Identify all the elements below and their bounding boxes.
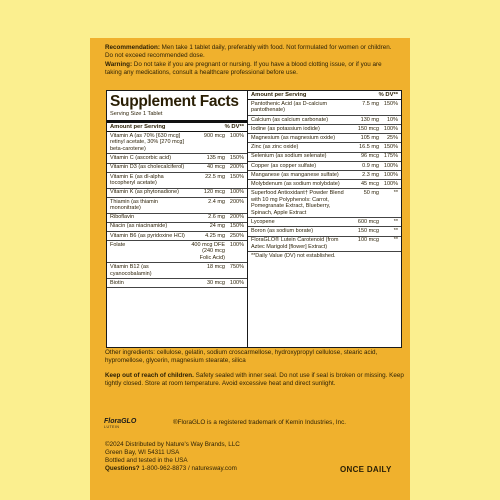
once-daily-label: ONCE DAILY xyxy=(340,465,392,474)
nutrient-dv: 250% xyxy=(229,232,244,239)
distributor-line2: Green Bay, WI 54311 USA xyxy=(105,449,180,456)
warning-label: Warning: xyxy=(105,60,133,68)
nutrient-amount: 22.5 mg xyxy=(205,173,225,180)
dv-footnote: **Daily Value (DV) not established. xyxy=(251,253,336,260)
distributor-block xyxy=(105,441,305,473)
nutrient-dv: 175% xyxy=(383,153,398,160)
recommendation-block xyxy=(105,44,400,77)
facts-row xyxy=(107,132,247,154)
nutrient-name: Lycopene xyxy=(251,219,275,226)
nutrient-dv: 100% xyxy=(383,171,398,178)
facts-row xyxy=(248,125,401,134)
nutrient-name: Manganese (as manganese sulfate) xyxy=(251,171,339,178)
facts-row xyxy=(107,154,247,163)
nutrient-dv: 200% xyxy=(229,198,244,205)
facts-row xyxy=(107,279,247,288)
facts-row xyxy=(248,134,401,143)
nutrient-amount: 2.3 mg xyxy=(362,171,379,178)
dv-header-right: % DV** xyxy=(378,92,398,98)
nutrient-name: Vitamin K (as phytonadione) xyxy=(110,189,179,196)
nutrient-amount: 105 mg xyxy=(360,134,379,141)
nutrient-amount: 40 mcg xyxy=(206,164,225,171)
nutrient-name: Zinc (as zinc oxide) xyxy=(251,144,299,151)
facts-row xyxy=(248,100,401,116)
nutrient-amount: 600 mcg xyxy=(357,219,379,226)
nutrient-dv: 100% xyxy=(229,189,244,196)
nutrient-amount: 135 mg xyxy=(206,155,225,162)
serving-size: Serving Size 1 Tablet xyxy=(110,111,163,117)
amount-header: Amount per Serving xyxy=(110,124,166,130)
nutrient-amount: 2.6 mg xyxy=(208,214,225,221)
nutrient-amount: 16.5 mg xyxy=(359,144,379,151)
nutrient-name: Boron (as sodium borate) xyxy=(251,228,314,235)
nutrient-name: Niacin (as niacinamide) xyxy=(110,223,168,230)
facts-row xyxy=(107,198,247,214)
amount-header-right: Amount per Serving xyxy=(251,92,307,98)
recommendation-text: Men take 1 tablet daily, preferably with food. Not formulated for women or children. Do not exceed recommended dose. xyxy=(105,44,392,60)
nutrient-amount: 50 mg xyxy=(363,190,379,197)
nutrient-dv: 100% xyxy=(383,180,398,187)
nutrient-amount: 7.5 mg xyxy=(362,100,379,107)
facts-row xyxy=(107,189,247,198)
facts-row xyxy=(248,237,401,253)
nutrient-dv: 100% xyxy=(229,241,244,248)
supplement-facts-right xyxy=(247,90,402,348)
nutrient-name: Vitamin B6 (as pyridoxine HCl) xyxy=(110,232,185,239)
nutrient-name: Calcium (as calcium carbonate) xyxy=(251,116,329,123)
recommendation-label: Recommendation: xyxy=(105,44,160,51)
nutrient-amount: 400 mcg DFE (240 mcg Folic Acid) xyxy=(191,241,225,262)
supplement-facts-title: Supplement Facts xyxy=(110,93,239,110)
nutrient-name: Pantothenic Acid (as D-calcium pantothenate) xyxy=(251,100,328,114)
nutrient-amount: 18 mcg xyxy=(206,264,225,271)
supplement-facts-left xyxy=(106,90,248,348)
nutrient-name: Vitamin A (as 70% [630 mcg] retinyl acetate, 30% [270 mcg] beta-carotene) xyxy=(110,132,184,152)
nutrient-dv: 100% xyxy=(229,132,244,139)
nutrient-amount: 150 mcg xyxy=(357,125,379,132)
nutrient-amount: 96 mcg xyxy=(360,153,379,160)
nutrient-name: Molybdenum (as sodium molybdate) xyxy=(251,180,340,187)
nutrient-dv: 150% xyxy=(229,155,244,162)
nutrient-dv: 150% xyxy=(229,223,244,230)
facts-row xyxy=(248,162,401,171)
nutrient-amount: 45 mcg xyxy=(360,180,379,187)
keep-out-label: Keep out of reach of children. xyxy=(105,372,194,379)
floraglo-logo: FloraGLO LUTEIN xyxy=(104,418,137,429)
nutrient-dv: ** xyxy=(393,228,398,235)
keep-out-text: Safety sealed with inner seal. Do not use if seal is broken or missing. Keep tightly closed. Store at room temperature. Avoid excessive heat and direct sunlight. xyxy=(105,372,404,388)
questions-line: Questions? 1-800-962-8873 / naturesway.com xyxy=(105,465,237,472)
facts-row xyxy=(107,173,247,189)
nutrient-name: Vitamin B12 (as cyanocobalamin) xyxy=(110,264,152,277)
facts-row xyxy=(107,241,247,263)
other-ingredients: Other ingredients: cellulose, gelatin, sodium croscarmellose, hydroxypropyl cellulose, stearic acid, hypromellose, glycerin, magnesium stearate, silica xyxy=(105,349,378,365)
right-rows xyxy=(248,100,401,252)
dv-header: % DV** xyxy=(224,124,244,130)
nutrient-name: Thiamin (as thiamin mononitrate) xyxy=(110,198,158,212)
facts-row xyxy=(107,263,247,279)
nutrient-dv: 25% xyxy=(386,134,398,141)
nutrient-dv: ** xyxy=(393,219,398,226)
nutrient-amount: 120 mcg xyxy=(203,189,225,196)
nutrient-name: Selenium (as sodium selenate) xyxy=(251,153,327,160)
nutrient-dv: 100% xyxy=(383,125,398,132)
facts-row xyxy=(107,214,247,223)
nutrient-amount: 130 mg xyxy=(360,116,379,123)
warning-text: Do not take if you are pregnant or nursing. If you have a blood clotting issue, or if you are taking any medications, consult a healthcare professional before use. xyxy=(105,60,382,76)
nutrient-name: Folate xyxy=(110,241,126,248)
facts-row xyxy=(107,232,247,241)
nutrient-amount: 2.4 mg xyxy=(208,198,225,205)
facts-row xyxy=(107,223,247,232)
trademark-notice: ®FloraGLO is a registered trademark of Kemin Industries, Inc. xyxy=(173,419,346,426)
nutrient-amount: 100 mcg xyxy=(357,237,379,244)
nutrient-name: Vitamin E (as dl-alpha tocopheryl acetate) xyxy=(110,173,164,187)
distributor-line3: Bottled and tested in the USA xyxy=(105,457,188,464)
nutrient-dv: ** xyxy=(393,237,398,244)
nutrient-name: Magnesium (as magnesium oxide) xyxy=(251,134,336,141)
nutrient-amount: 0.9 mg xyxy=(362,162,379,169)
left-rows xyxy=(107,132,247,288)
nutrient-amount: 24 mg xyxy=(209,223,225,230)
facts-row xyxy=(248,227,401,236)
nutrient-dv: 100% xyxy=(229,280,244,287)
nutrient-amount: 4.25 mg xyxy=(205,232,225,239)
facts-row xyxy=(107,164,247,173)
nutrient-name: Vitamin D3 (as cholecalciferol) xyxy=(110,164,185,171)
nutrient-amount: 30 mcg xyxy=(206,280,225,287)
facts-row xyxy=(248,171,401,180)
keep-out-block xyxy=(105,372,405,389)
nutrient-name: Biotin xyxy=(110,280,124,287)
nutrient-dv: 150% xyxy=(229,173,244,180)
nutrient-name: FloraGLO® Lutein Carotenoid (from Aztec Marigold [flower] Extract) xyxy=(251,237,339,251)
facts-row xyxy=(248,218,401,227)
nutrient-name: Riboflavin xyxy=(110,214,135,221)
nutrient-dv: 150% xyxy=(383,100,398,107)
nutrient-amount: 900 mcg xyxy=(203,132,225,139)
nutrient-dv: 200% xyxy=(229,214,244,221)
nutrient-dv: 150% xyxy=(383,144,398,151)
facts-row xyxy=(248,143,401,152)
nutrient-dv: 200% xyxy=(229,164,244,171)
facts-row xyxy=(248,116,401,125)
nutrient-name: Superfood Antioxidant† Powder Blend with 10 mg Polyphenols: Carrot, Pomegranate Extract, Blueberry, Spinach, Apple Extract xyxy=(251,190,344,216)
facts-header-right xyxy=(248,91,401,100)
nutrient-dv: 100% xyxy=(383,162,398,169)
nutrient-name: Vitamin C (ascorbic acid) xyxy=(110,155,172,162)
facts-header xyxy=(107,123,247,132)
nutrient-amount: 150 mcg xyxy=(357,228,379,235)
facts-row xyxy=(248,153,401,162)
nutrient-dv: 750% xyxy=(229,264,244,271)
nutrient-dv: 10% xyxy=(386,116,398,123)
distributor-line1: ©2024 Distributed by Nature's Way Brands, LLC xyxy=(105,441,240,448)
nutrient-name: Copper (as copper sulfate) xyxy=(251,162,317,169)
facts-row xyxy=(248,180,401,189)
facts-row xyxy=(248,189,401,218)
nutrient-name: Iodine (as potassium iodide) xyxy=(251,125,320,132)
nutrient-dv: ** xyxy=(393,190,398,197)
